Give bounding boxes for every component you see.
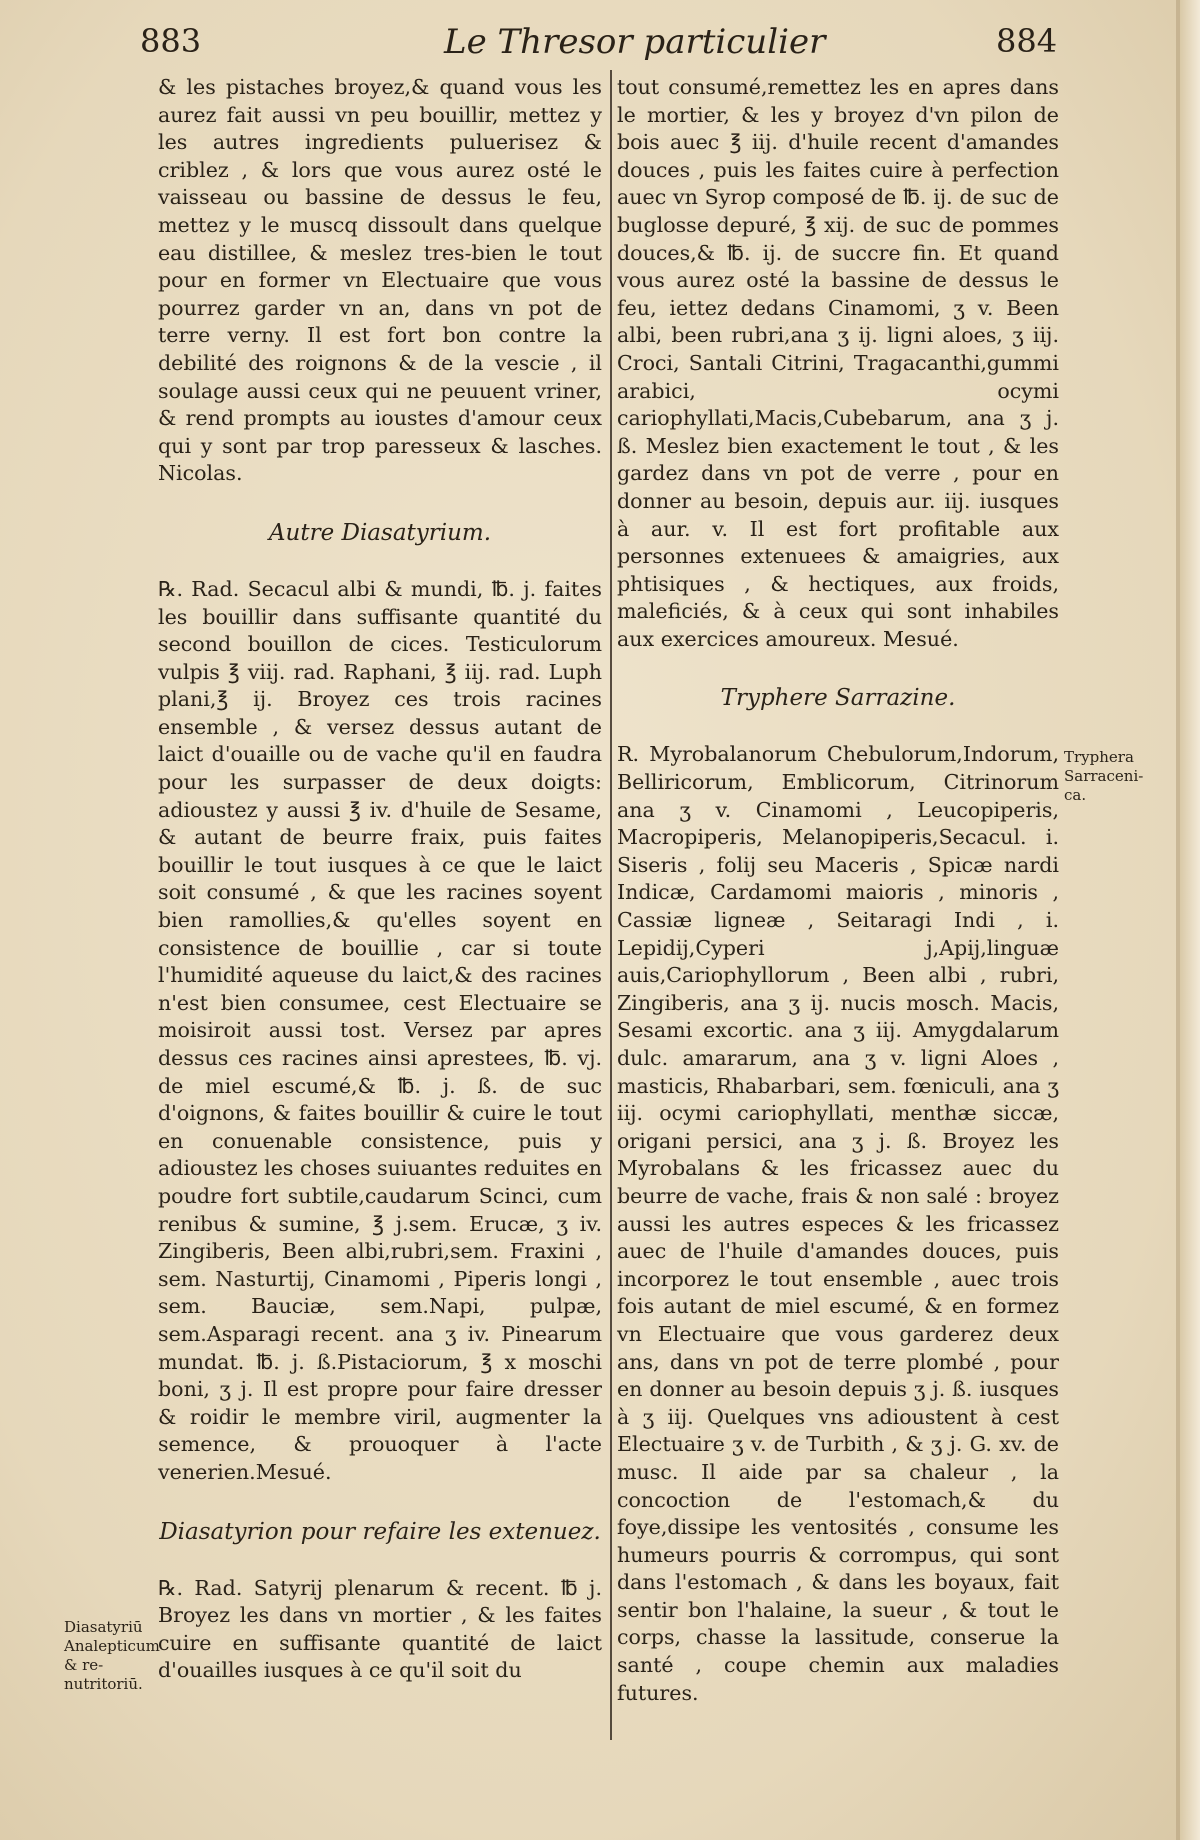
section-heading: Tryphere Sarrazine. [720,685,956,712]
page-number-right: 884 [996,22,1058,60]
paragraph: tout consumé,remettez les en apres dans le mortier, & les y broyez d'vn pilon de bois auec ℥ iij. d'huile recent d'amandes douces , puis les faites cuire à perfection auec vn Syrop composé de ℔. ij. de suc de buglosse depuré, ℥ xij. de suc de pommes douces,& ℔. ij. de succre fin. Et quand vous aurez osté la bassine de dessus le feu, iettez dedans Cinamomi, ʒ v. Been albi, been rubri,ana ʒ ij. ligni aloes, ʒ iij. Croci, Santali Citrini, Tragacanthi,gummi arabici, ocymi cariophyllati,Macis,Cubebarum, ana ʒ j. ß. Meslez bien exactement le tout , & les gardez dans vn pot de verre , pour en donner au besoin, depuis aur. iij. iusques à aur. v. Il est fort profitable aux personnes extenuees & amaigries, aux phtisiques , & hectiques, aux froids, maleficiés, & à ceux qui sont inhabiles aux exercices amoureux. Mesué. [617,75,1059,651]
left-column [158,74,602,1685]
paragraph: & les pistaches broyez,& quand vous les aurez fait aussi vn peu bouillir, mettez y les autres ingredients puluerisez & criblez , & lors que vous aurez osté le vaisseau ou bassine de dessus le feu, mettez y le muscq dissoult dans quelque eau distillee, & meslez tres-bien le tout pour en former vn Electuaire que vous pourrez garder vn an, dans vn pot de terre verny. Il est fort bon contre la debilité des roignons & de la vescie , il soulage aussi ceux qui ne peuuent vriner, & rend prompts au ioustes d'amour ceux qui y sont par trop paresseux & lasches. Nicolas. [158,75,602,486]
paragraph: ℞. Rad. Secacul albi & mundi, ℔. j. faites les bouillir dans suffisante quantité du second bouillon de cices. Testiculorum vulpis ℥ viij. rad. Raphani, ℥ iij. rad. Luph plani,℥ ij. Broyez ces trois racines ensemble , & versez dessus autant de laict d'ouaille ou de vache qu'il en faudra pour les surpasser de deux doigts: adioustez y aussi ℥ iv. d'huile de Sesame, & autant de beurre fraix, puis faites bouillir le tout iusques à ce que le laict soit consumé , & que les racines soyent bien ramollies,& qu'elles soyent en consistence de bouillie , car si toute l'humidité aqueuse du laict,& des racines n'est bien consumee, cest Electuaire se moisiroit aussi tost. Versez par apres dessus ces racines ainsi aprestees, ℔. vj. de miel escumé,& ℔. j. ß. de suc d'oignons, & faites bouillir & cuire le tout en conuenable consistence, puis y adioustez les choses suiuantes reduites en poudre fort subtile,caudarum Scinci, cum renibus & sumine, ℥ j.sem. Erucæ, ʒ iv. Zingiberis, Been albi,rubri,sem. Fraxini , sem. Nasturtij, Cinamomi , Piperis longi , sem. Bauciæ, sem.Napi, pulpæ, sem.Asparagi recent. ana ʒ iv. Pinearum mundat. ℔. j. ß.Pistaciorum, ℥ x moschi boni, ʒ j. Il est propre pour faire dresser & roidir le membre viril, augmenter la semence, & prouoquer à l'acte venerien.Mesué. [158,576,602,1484]
right-column [617,74,1059,1707]
paragraph: ℞. Rad. Satyrij plenarum & recent. ℔ j. Broyez les dans vn mortier , & les faites cuire en suffisante quantité de laict d'ouailles iusques à ce qu'il soit du [158,1575,602,1683]
column-divider [610,70,612,1740]
next-page-edge [1180,0,1200,1840]
page-number-left: 883 [140,22,202,60]
running-title: Le Thresor particulier [444,22,826,62]
margin-note-left: Diasatyriū Analepticum & re- nutritoriū. [64,1618,160,1693]
section-heading: Diasatyrion pour refaire les extenuez. [159,1518,601,1545]
section-heading: Autre Diasatyrium. [268,519,492,546]
margin-note-right: Tryphera Sarraceni- ca. [1064,748,1144,804]
paragraph: R. Myrobalanorum Chebulorum,Indorum, Belliricorum, Emblicorum, Citrinorum ana ʒ v. Cinamomi , Leucopiperis, Macropiperis, Melanopiperis,Secacul. i. Siseris , folij seu Maceris , Spicæ nardi Indicæ, Cardamomi maioris , minoris , Cassiæ ligneæ , Seitaragi Indi , i. Lepidij,Cyperi j,Apij,linguæ auis,Cariophyllorum , Been albi , rubri, Zingiberis, ana ʒ ij. nucis mosch. Macis, Sesami excortic. ana ʒ iij. Amygdalarum dulc. amararum, ana ʒ v. ligni Aloes , masticis, Rhabarbari, sem. fœniculi, ana ʒ iij. ocymi cariophyllati, menthæ siccæ, origani persici, ana ʒ j. ß. Broyez les Myrobalans & les fricassez auec du beurre de vache, frais & non salé : broyez aussi les autres especes & les fricassez auec de l'huile d'amandes douces, puis incorporez le tout ensemble , auec trois fois autant de miel escumé, & en formez vn Electuaire que vous garderez deux ans, dans vn pot de terre plombé , pour en donner au besoin depuis ʒ j. ß. iusques à ʒ iij. Quelques vns adioustent à cest Electuaire ʒ v. de Turbith , & ʒ j. G. xv. de musc. Il aide par sa chaleur , la concoction de l'estomach,& du foye,dissipe les ventosités , consume les humeurs pourris & corrompus, qui sont dans l'estomach , & dans les boyaux, fait sentir bon l'halaine, la sueur , & tout le corps, chasse la lassitude, conserue la santé , coupe chemin aux maladies futures. [617,742,1059,1705]
